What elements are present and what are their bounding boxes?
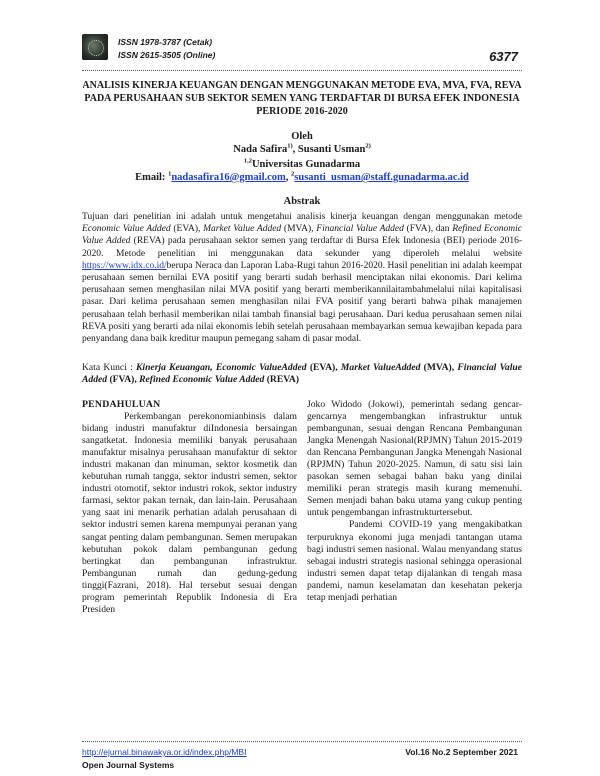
email-1-sup: 1	[168, 170, 172, 178]
email-line	[82, 172, 522, 183]
abstract-text-4: (FVA), dan	[403, 224, 453, 235]
abstract-text-5: (REVA) pada perusahaan sektor semen yang terdaftar di Bursa Efek Indonesia (BEI) periode 2016-2020. Metode penelitian ini menggunakan data sekunder yang diperoleh melalui website	[82, 236, 522, 259]
journal-logo-icon	[82, 34, 108, 60]
term-fva: Financial Value Added	[316, 224, 404, 235]
authors-line	[82, 144, 522, 155]
keyword-2: Market ValueAdded	[340, 362, 421, 373]
keyword-2-abbr: (MVA),	[420, 362, 458, 373]
abstract-body	[82, 211, 522, 345]
section-heading-pendahuluan: PENDAHULUAN	[82, 399, 161, 410]
abstract-text-3: (MVA),	[281, 224, 317, 235]
affiliation-line	[82, 159, 522, 170]
idx-website-link[interactable]: https://www.idx.co.id/	[82, 260, 167, 271]
body-left-column	[82, 399, 297, 616]
header-divider	[82, 70, 522, 71]
keyword-1: Kinerja Keuangan, Economic ValueAdded	[136, 362, 307, 373]
email-separator: ,	[285, 172, 292, 183]
page-number: 6377	[489, 49, 518, 64]
footer-divider	[82, 741, 522, 742]
keyword-3-abbr: (FVA),	[107, 374, 140, 386]
keywords-label: Kata Kunci :	[82, 362, 137, 373]
author-1-sup: 1)	[287, 142, 293, 150]
issn-print: ISSN 1978-3787 (Cetak)	[118, 37, 213, 47]
right-column-paragraph-2: Pandemi COVID-19 yang mengakibatkan terpuruknya ekonomi juga menjadi tantangan utama bagi industri semen nasional. Walau menyandang status sebagai industri strategis nasional sehingga operasional industri semen dapat tetap dijalankan di tengah masa pandemi, namun keselamatan dan kesehatan pekerja tetap menjadi perhatian	[307, 519, 522, 603]
affiliation-sup: 1,2	[243, 157, 252, 165]
left-column-paragraph: Perkembangan perekonomianbinsis dalam bidang industri manufaktur diIndonesia bersaingan sangatketat. Indonesia memiliki banyak perusahaan manufaktur misalnya perusahaan manufaktur di sektor industri makanan dan minuman, sektor kosmetik dan kebutuhan rumah tangga, sektor industri semen, sektor industri otomotif, sektor industri rokok, sektor industry farmasi, sektor pakan ternak, dan lain-lain. Perusahaan yang saat ini menarik perhatian adalah perusahaan di sektor industri semen karena mempunyai peranan yang sangat penting dalam pembangunan. Semen merupakan kebutuhan pokok dalam pembangunan gedung bertingkat dan pembangunan infrastruktur. Pembangunan rumah dan gedung-gedung tinggi(Fazrani, 2018). Hal tersebut sesuai dengan program pemerintah Republik Indonesia di Era Presiden	[82, 411, 297, 615]
keyword-4-abbr: (REVA)	[264, 374, 300, 386]
email-1-link[interactable]: nadasafira16@gmail.com	[171, 172, 286, 183]
author-separator: ,	[292, 144, 298, 155]
paper-title: ANALISIS KINERJA KEUANGAN DENGAN MENGGUNAKAN METODE EVA, MVA, FVA, REVA PADA PERUSAHAAN SUB SEKTOR SEMEN YANG TERDAFTAR DI BURSA EFEK INDONESIA PERIODE 2016-2020	[82, 80, 522, 117]
keyword-1-abbr: (EVA),	[306, 362, 341, 373]
footer-publisher: Open Journal Systems	[82, 760, 175, 770]
term-reva: Refined Economic Value Added	[82, 224, 522, 247]
abstract-heading: Abstrak	[283, 196, 321, 207]
right-column-paragraph-1: Joko Widodo (Jokowi), pemerintah sedang gencar-gencarnya mengembangkan infrastruktur untuk pembangunan, sesuai dengan Rencana Pembangunan Jangka Menengah Nasional(RPJMN) Tahun 2015-2019 dan Rencana Pembangunan Jangka Menengah Nasional (RPJMN) Tahun 2020-2025. Namun, di satu sisi lain pasokan semen sebagai bahan baku yang dinilai memiliki peran strategis masih kurang memenuhi. Semen menjadi bahan baku utama yang cukup penting untuk pengembangan infrastrukturtersebut.	[307, 399, 522, 519]
byline-oleh: Oleh	[291, 131, 313, 142]
footer-journal-link[interactable]: http://ejurnal.binawakya.or.id/index.php/MBI	[82, 747, 247, 757]
email-2-link[interactable]: susanti_usman@staff.gunadarma.ac.id	[294, 172, 469, 183]
keyword-4: Refined Economic Value Added	[139, 374, 265, 386]
author-2-sup: 2)	[365, 142, 371, 150]
issn-online: ISSN 2615-3505 (Online)	[118, 50, 216, 60]
email-2-sup: 2	[291, 170, 295, 178]
keyword-3: Financial Value Added	[82, 362, 522, 386]
abstract-text-1: Tujuan dari penelitian ini adalah untuk mengetahui analisis kinerja keuangan dengan menggunakan metode	[82, 212, 522, 222]
keywords	[82, 362, 522, 387]
abstract-text-6: berupa Neraca dan Laporan Laba-Rugi tahun 2016-2020. Hasil penelitian ini adalah keempat perusahaan semen bernilai EVA positif yang berarti sudah berhasil menciptakan nilai ekonomis. Dari kelima perusahaan semen menghasilan nilai MVA positif yang berarti memberikannilaitambahmelalui nilai kapitalisasi pasar. Dari kelima perusahaan semen menghasilan nilai FVA positif yang berarti bahwa pihak manajemen perusahaan telah berhasil memberikan nilai tambah finansial bagi perusahaan. Dari kedua perusahaan semen nilai REVA positi yang berarti ada nilai ekonomis lebih setelah perusahaan membayarkan semua kewajiban kepada para penyandang dana baik kreditur maupun pemegang saham di pasar modal.	[82, 260, 522, 345]
body-right-column	[307, 399, 522, 604]
author-2: Susanti Usman	[297, 144, 366, 155]
abstract-text-2: (EVA),	[170, 224, 204, 235]
term-eva: Economic Value Added	[82, 224, 171, 235]
affiliation: Universitas Gunadarma	[251, 159, 361, 170]
email-label: Email:	[135, 172, 169, 183]
footer-volume: Vol.16 No.2 September 2021	[405, 747, 518, 757]
author-1: Nada Safira	[233, 144, 288, 155]
term-mva: Market Value Added	[203, 224, 282, 235]
